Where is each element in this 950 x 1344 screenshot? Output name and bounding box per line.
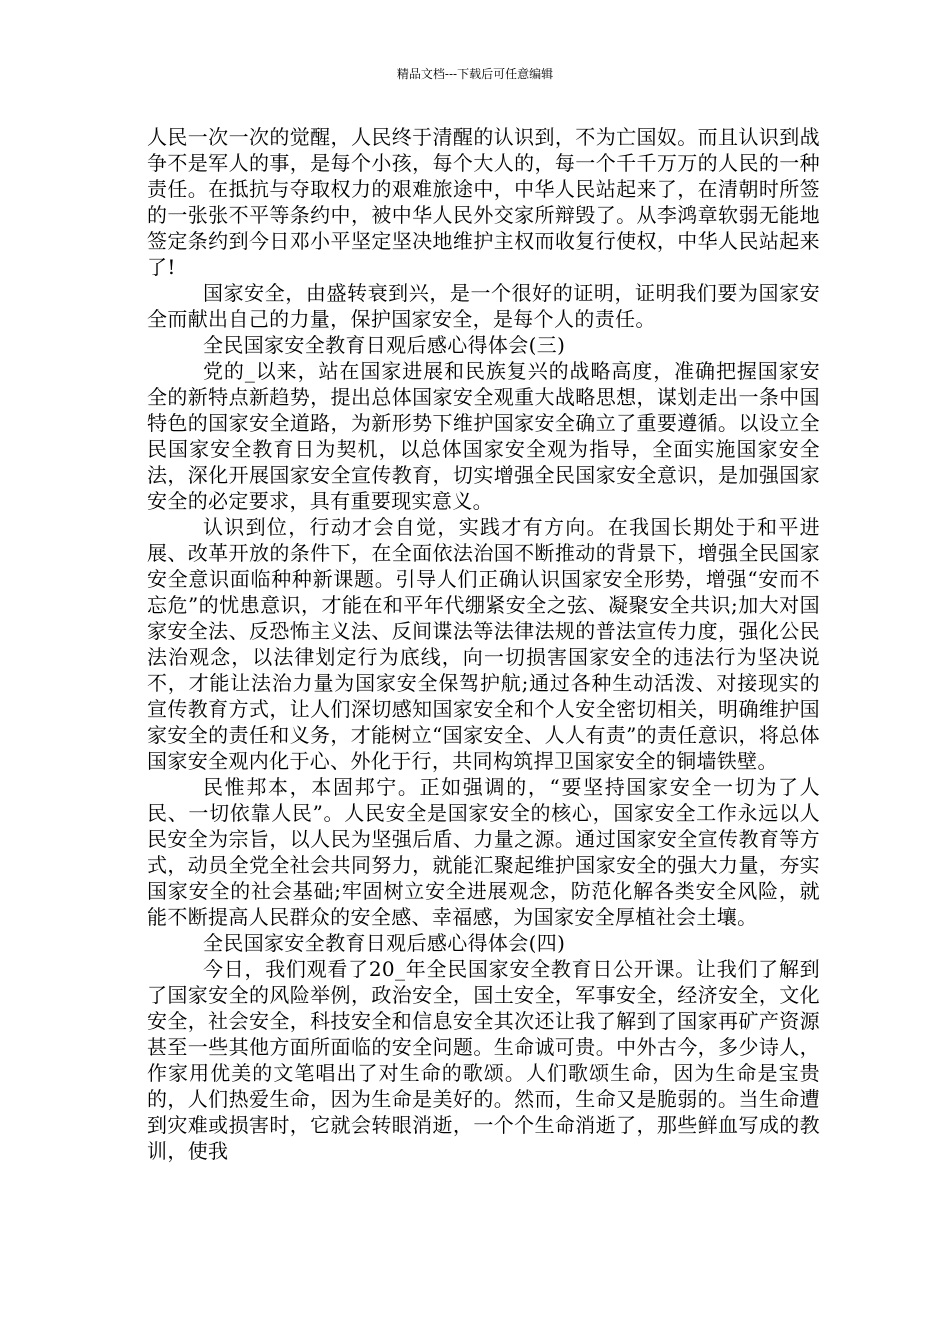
paragraph: 国家安全，由盛转衰到兴，是一个很好的证明，证明我们要为国家安全而献出自己的力量，保护国家安全，是每个人的责任。 [147,281,820,331]
page-header: 精品文档---下载后可任意编辑 [396,67,554,81]
paragraph: 人民一次一次的觉醒，人民终于清醒的认识到，不为亡国奴。而且认识到战争不是军人的事，是每个小孩，每个大人的，每一个千千万万的人民的一种责任。在抵抗与夺取权力的艰难旅途中，中华人民站起来了，在清朝时所签的一张张不平等条约中，被中华人民外交家所辩毁了。从李鸿章软弱无能地签定条约到今日邓小平坚定坚决地维护主权而收复行使权，中华人民站起来了! [147,125,820,279]
section-title: 全民国家安全教育日观后感心得体会(三) [203,333,566,357]
paragraph: 认识到位，行动才会自觉，实践才有方向。在我国长期处于和平进展、改革开放的条件下，在全面依法治国不断推动的背景下，增强全民国家安全意识面临种种新课题。引导人们正确认识国家安全形势，增强“安而不忘危”的忧患意识，才能在和平年代绷紧安全之弦、凝聚安全共识;加大对国家安全法、反恐怖主义法、反间谍法等法律法规的普法宣传力度，强化公民法治观念，以法律划定行为底线，向一切损害国家安全的违法行为坚决说不，才能让法治力量为国家安全保驾护航;通过各种生动活泼、对接现实的宣传教育方式，让人们深切感知国家安全和个人安全密切相关，明确维护国家安全的责任和义务，才能树立“国家安全、人人有责”的责任意识，将总体国家安全观内化于心、外化于行，共同构筑捍卫国家安全的铜墙铁壁。 [147,515,820,773]
document-body [147,124,820,1164]
paragraph: 民惟邦本，本固邦宁。正如强调的，“要坚持国家安全一切为了人民、一切依靠人民”。人民安全是国家安全的核心，国家安全工作永远以人民安全为宗旨，以人民为坚强后盾、力量之源。通过国家安全宣传教育等方式，动员全党全社会共同努力，就能汇聚起维护国家安全的强大力量，夯实国家安全的社会基础;牢固树立安全进展观念，防范化解各类安全风险，就能不断提高人民群众的安全感、幸福感，为国家安全厚植社会土壤。 [147,775,820,929]
paragraph: 党的_以来，站在国家进展和民族复兴的战略高度，准确把握国家安全的新特点新趋势，提出总体国家安全观重大战略思想，谋划走出一条中国特色的国家安全道路，为新形势下维护国家安全确立了重要遵循。以设立全民国家安全教育日为契机，以总体国家安全观为指导，全面实施国家安全法，深化开展国家安全宣传教育，切实增强全民国家安全意识，是加强国家安全的必定要求，具有重要现实意义。 [147,359,820,513]
paragraph: 今日，我们观看了20_年全民国家安全教育日公开课。让我们了解到了国家安全的风险举例，政治安全，国土安全，军事安全，经济安全，文化安全，社会安全，科技安全和信息安全其次还让我了解到了国家再矿产资源甚至一些其他方面所面临的安全问题。生命诚可贵。中外古今，多少诗人，作家用优美的文笔唱出了对生命的歌颂。人们歌颂生命，因为生命是宝贵的，人们热爱生命，因为生命是美好的。然而，生命又是脆弱的。当生命遭到灾难或损害时，它就会转眼消逝，一个个生命消逝了，那些鲜血写成的教训，使我 [147,957,820,1163]
section-title: 全民国家安全教育日观后感心得体会(四) [203,931,566,955]
